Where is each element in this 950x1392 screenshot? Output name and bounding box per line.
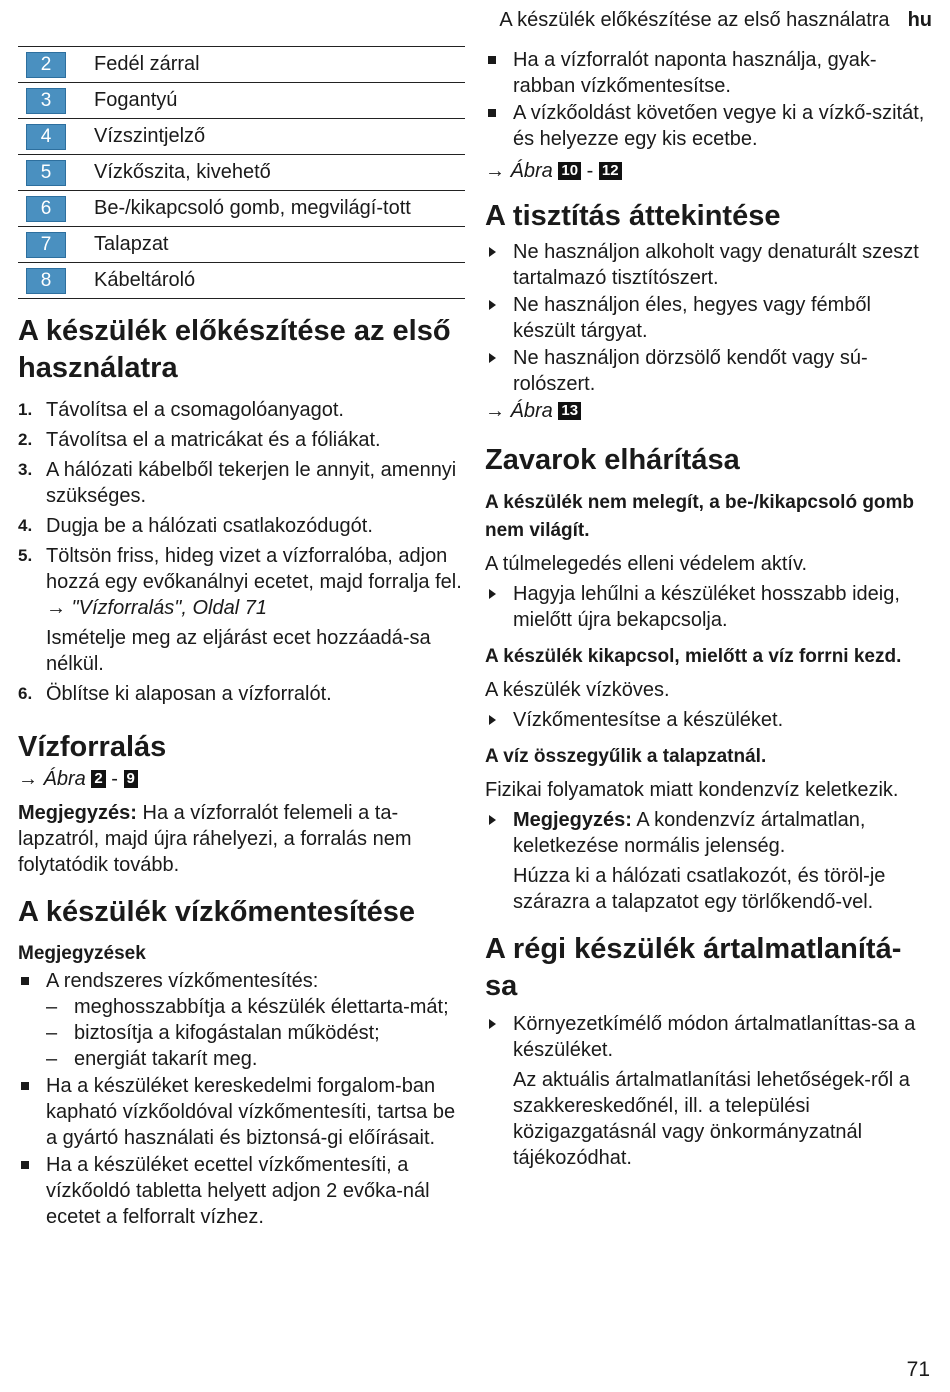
step-number: 3. <box>18 460 33 479</box>
section-title-prep: A készülék előkészítése az első használatra <box>18 315 451 384</box>
action-list <box>485 581 930 633</box>
list-item <box>18 397 465 423</box>
step-number: 1. <box>18 400 33 419</box>
action-text: Környezetkímélő módon ártalmatlaníttas-sa a készüléket. <box>513 1013 916 1061</box>
part-label: Be-/kikapcsoló gomb, megvilágí-tott <box>94 191 465 227</box>
table-row <box>18 227 465 263</box>
list-item: – meghosszabbítja a készülék élettarta-mát; <box>18 994 465 1020</box>
figure-reference <box>18 766 465 792</box>
notes-label: Megjegyzések <box>18 943 146 964</box>
note-label: Megjegyzés: <box>513 809 632 831</box>
problem-heading: A víz összegyűlik a talapzatnál. <box>485 746 767 767</box>
prep-steps <box>18 397 465 707</box>
step-text: Távolítsa el a matricákat és a fóliákat. <box>46 429 381 451</box>
table-row <box>18 83 465 119</box>
benefit-list <box>18 994 465 1072</box>
part-label: Vízkőszita, kivehető <box>94 155 465 191</box>
list-item: Vízkőmentesítse a készüléket. <box>485 707 930 733</box>
cause-text: Fizikai folyamatok miatt kondenzvíz keletkezik. <box>485 779 899 801</box>
figure-reference <box>485 398 930 424</box>
parts-table <box>18 46 465 299</box>
part-number-badge: 7 <box>26 232 66 258</box>
cross-reference-link[interactable]: → "Vízforralás", Oldal 71 <box>46 597 267 619</box>
list-item: – biztosítja a kifogástalan működést; <box>18 1020 465 1046</box>
boil-note <box>18 800 465 878</box>
list-item: Ne használjon éles, hegyes vagy fémből készült tárgyat. <box>485 292 930 344</box>
part-label: Fogantyú <box>94 83 465 119</box>
section-title-disposal: A régi készülék ártalmatlanítá-sa <box>485 933 902 1002</box>
list-item: Ha a készüléket kereskedelmi forgalom-ban kapható vízkőoldóval vízkőmentesíti, tartsa be a gyártó használati és biztonsá-gi előírásait. <box>18 1073 465 1151</box>
left-column <box>18 46 465 1231</box>
figure-reference <box>485 158 930 184</box>
figure-range-separator: - <box>586 160 594 182</box>
section-title-boil: Vízforralás <box>18 731 167 763</box>
cause-text: A túlmelegedés elleni védelem aktív. <box>485 553 808 575</box>
figure-ref-prefix: → Ábra <box>485 160 553 182</box>
note-text: A rendszeres vízkőmentesítés: <box>46 970 319 992</box>
figure-number-badge: 9 <box>124 770 138 788</box>
page-number: 71 <box>906 1358 930 1381</box>
right-column <box>485 46 930 1175</box>
step-note: Ismételje meg az eljárást ecet hozzáadá-sa nélkül. <box>46 627 431 675</box>
step-number: 4. <box>18 516 33 535</box>
note-text: Ha a vízforralót felemeli a ta-lapzatról, majd újra ráhelyezi, a forralás nem folytatódik tovább. <box>18 802 412 876</box>
cleaning-list <box>485 239 930 397</box>
action-note: Húzza ki a hálózati csatlakozót, és töröl-je szárazra a talapzatot egy törlőkendő-vel. <box>513 865 886 913</box>
table-row <box>18 263 465 299</box>
table-row <box>18 47 465 83</box>
running-header <box>499 9 932 32</box>
part-label: Fedél zárral <box>94 47 465 83</box>
list-item <box>485 1011 930 1171</box>
list-item <box>18 543 465 677</box>
header-title: A készülék előkészítése az első használatra <box>499 9 890 31</box>
note-text: A kondenzvíz ártalmatlan, keletkezése normális jelenség. <box>513 809 866 857</box>
list-item: – energiát takarít meg. <box>18 1046 465 1072</box>
list-item <box>18 513 465 539</box>
action-list <box>485 707 930 733</box>
step-text: A hálózati kábelből tekerjen le annyit, amennyi szükséges. <box>46 459 457 507</box>
list-item <box>18 457 465 509</box>
part-number-badge: 3 <box>26 88 66 114</box>
figure-number-badge: 2 <box>91 770 105 788</box>
part-label: Kábeltároló <box>94 263 465 299</box>
figure-ref-prefix: → Ábra <box>18 768 86 790</box>
action-list <box>485 807 930 915</box>
step-text: Távolítsa el a csomagolóanyagot. <box>46 399 344 421</box>
section-title-cleaning: A tisztítás áttekintése <box>485 200 781 232</box>
list-item: Hagyja lehűlni a készüléket hosszabb ideig, mielőtt újra bekapcsolja. <box>485 581 930 633</box>
problem-heading: A készülék nem melegít, a be-/kikapcsoló gomb nem világít. <box>485 492 915 541</box>
section-title-trouble: Zavarok elhárítása <box>485 444 740 476</box>
figure-ref-prefix: → Ábra <box>485 400 553 422</box>
figure-number-badge: 10 <box>558 162 581 180</box>
descale-notes-continued <box>485 47 930 152</box>
figure-number-badge: 12 <box>599 162 622 180</box>
descale-notes <box>18 968 465 1230</box>
step-text: Töltsön friss, hideg vizet a vízforralóba, adjon hozzá egy evőkanálnyi ecetet, majd forralja fel. <box>46 545 462 593</box>
note-label: Megjegyzés: <box>18 802 137 824</box>
disposal-list <box>485 1011 930 1171</box>
part-number-badge: 5 <box>26 160 66 186</box>
part-label: Vízszintjelző <box>94 119 465 155</box>
step-number: 2. <box>18 430 33 449</box>
cause-text: A készülék vízköves. <box>485 679 670 701</box>
section-title-descale: A készülék vízkőmentesítése <box>18 896 416 928</box>
figure-number-badge: 13 <box>558 402 581 420</box>
list-item: Ne használjon dörzsölő kendőt vagy sú-rolószert. <box>485 345 930 397</box>
list-item <box>18 427 465 453</box>
list-item: Ha a készüléket ecettel vízkőmentesíti, a vízkőoldó tabletta helyett adjon 2 evőka-nál ecetet a felforralt vízhez. <box>18 1152 465 1230</box>
step-text: Öblítse ki alaposan a vízforralót. <box>46 683 332 705</box>
list-item: A vízkőoldást követően vegye ki a vízkő-szitát, és helyezze egy kis ecetbe. <box>485 100 930 152</box>
table-row <box>18 119 465 155</box>
language-code: hu <box>907 9 932 31</box>
table-row <box>18 191 465 227</box>
step-text: Dugja be a hálózati csatlakozódugót. <box>46 515 373 537</box>
list-item <box>18 681 465 707</box>
part-number-badge: 4 <box>26 124 66 150</box>
action-note: Az aktuális ártalmatlanítási lehetőségek-ről a szakkereskedőnél, ill. a települési közigazgatásnál vagy önkormányzatnál tájékozódhat. <box>513 1069 910 1169</box>
problem-heading: A készülék kikapcsol, mielőtt a víz forrni kezd. <box>485 646 902 667</box>
list-item: Ha a vízforralót naponta használja, gyak-rabban vízkőmentesítse. <box>485 47 930 99</box>
step-number: 6. <box>18 684 33 703</box>
list-item <box>18 968 465 1072</box>
list-item <box>485 807 930 915</box>
table-row <box>18 155 465 191</box>
part-label: Talapzat <box>94 227 465 263</box>
part-number-badge: 8 <box>26 268 66 294</box>
list-item: Ne használjon alkoholt vagy denaturált szeszt tartalmazó tisztítószert. <box>485 239 930 291</box>
part-number-badge: 6 <box>26 196 66 222</box>
figure-range-separator: - <box>111 768 118 790</box>
part-number-badge: 2 <box>26 52 66 78</box>
step-number: 5. <box>18 546 33 565</box>
